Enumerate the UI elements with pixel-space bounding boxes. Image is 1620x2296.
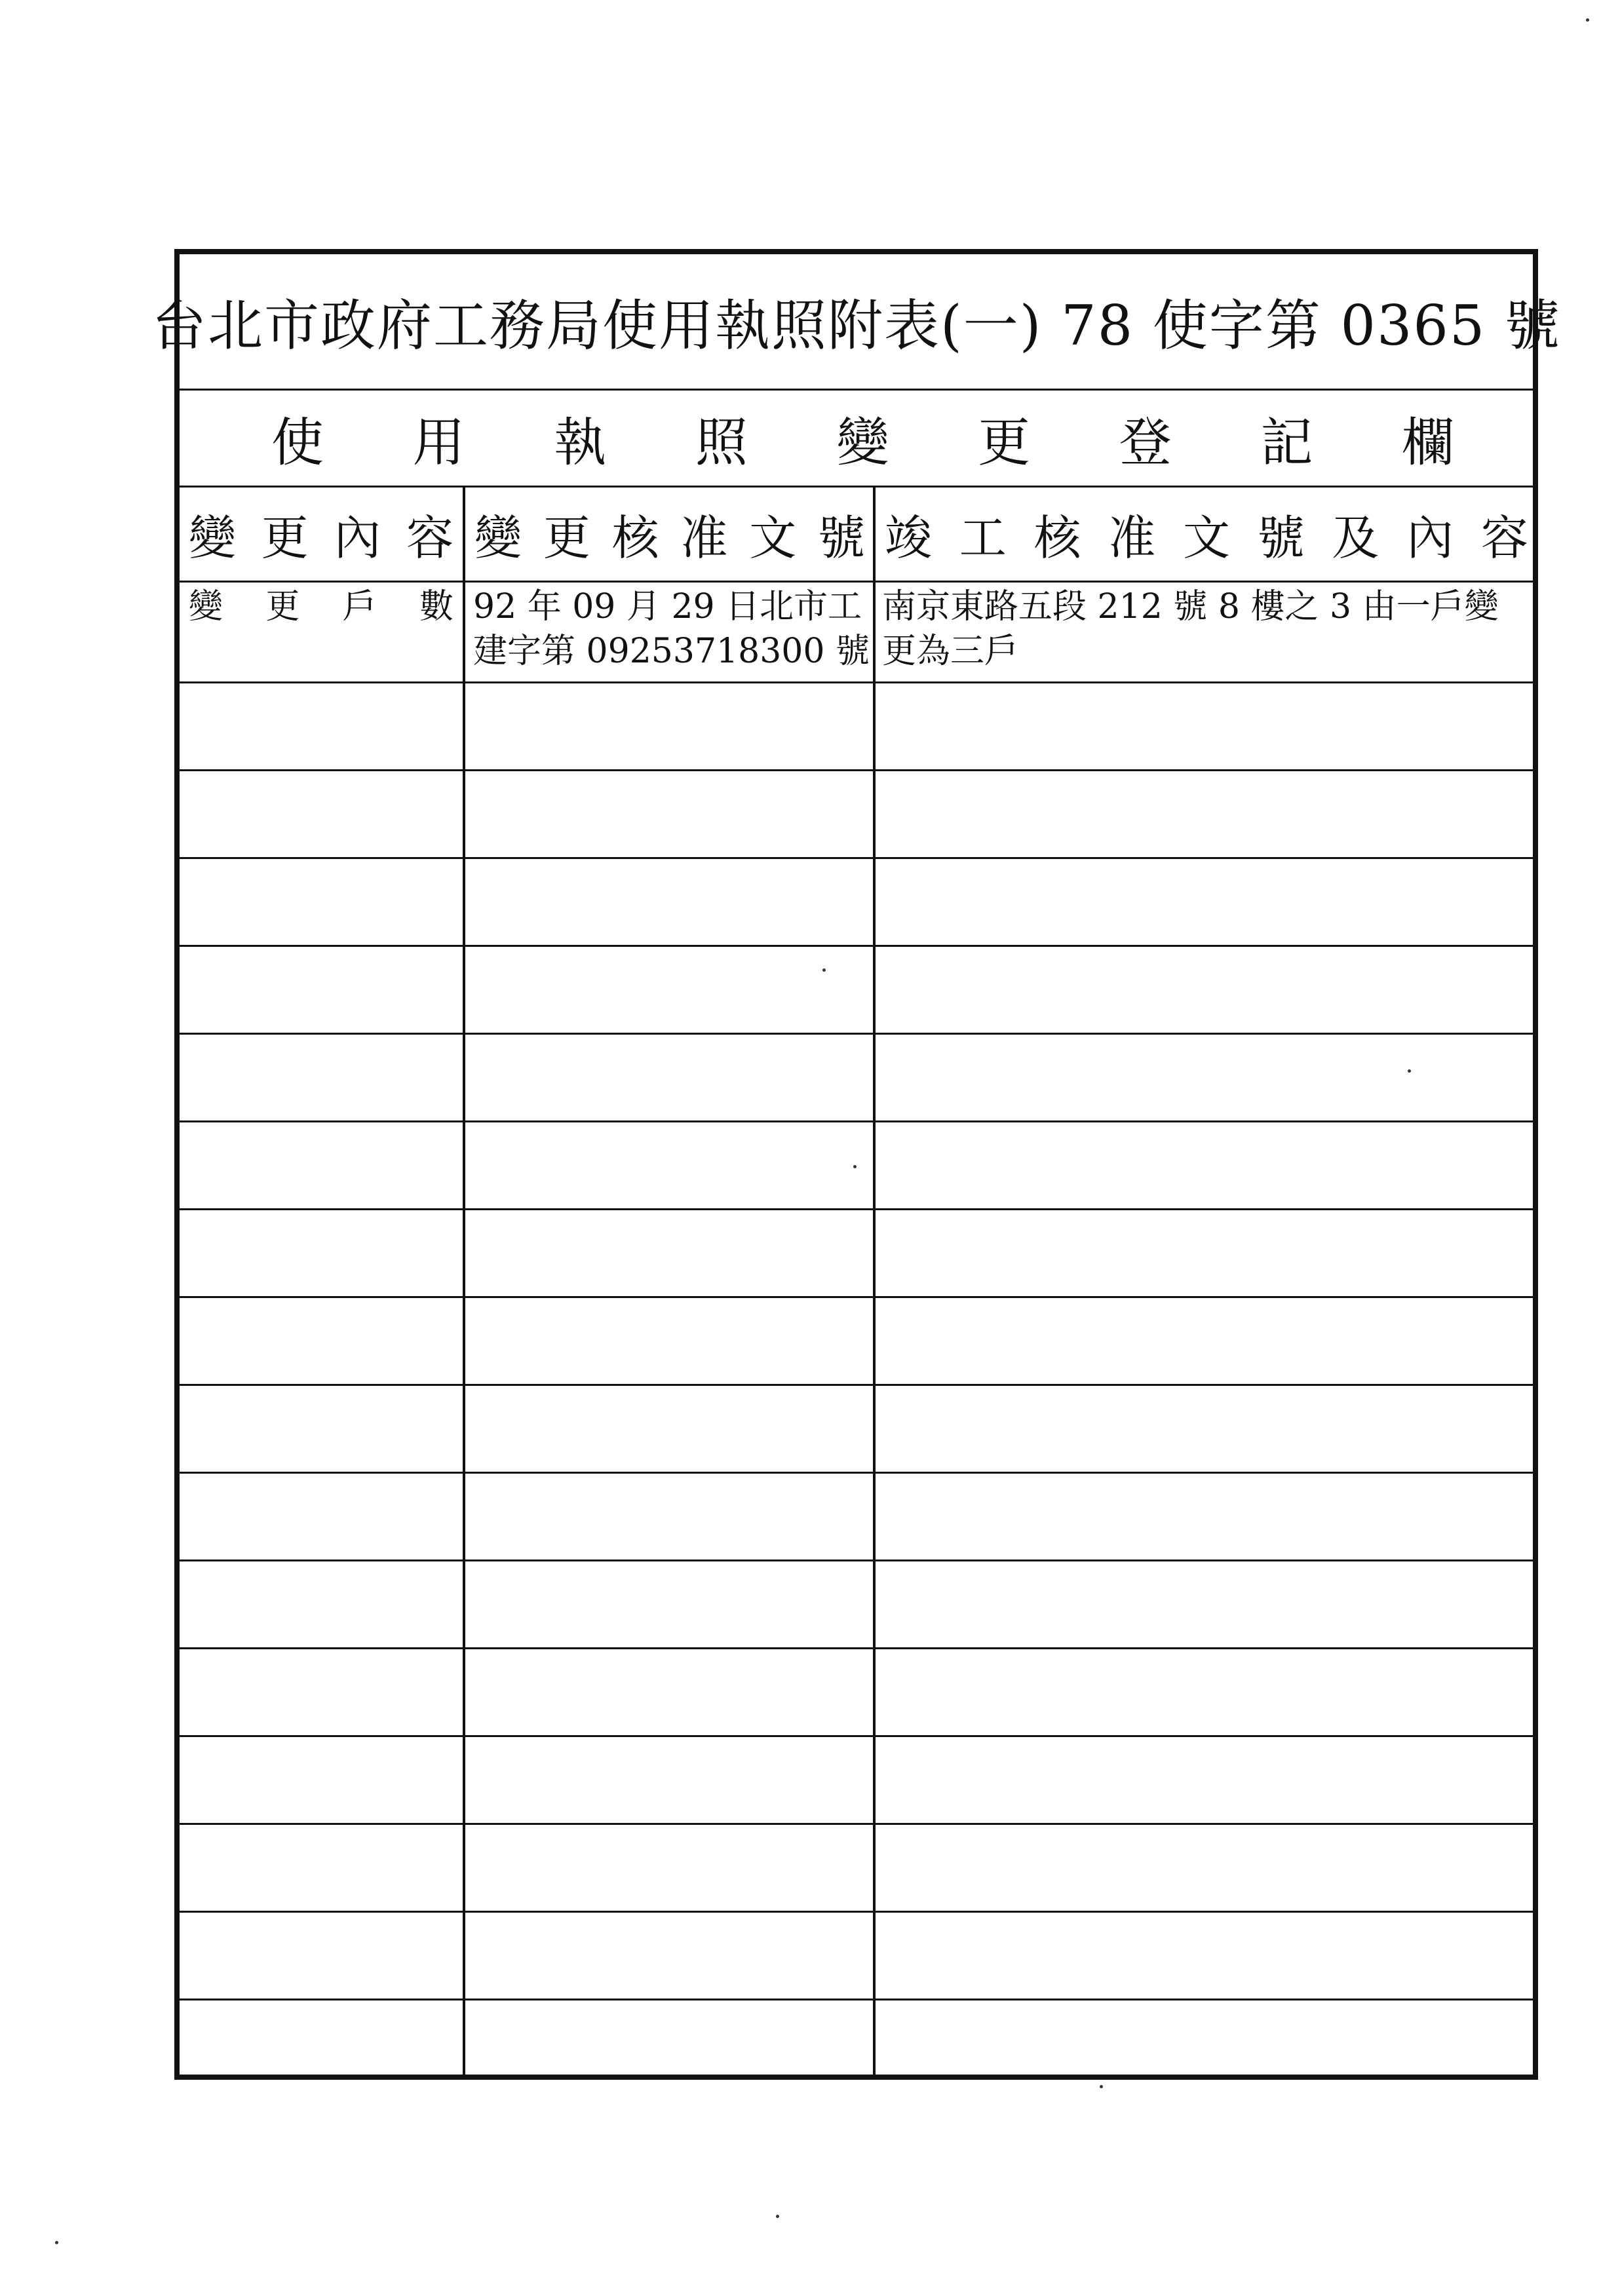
row-divider (180, 1999, 1533, 2000)
header-char: 內 (334, 510, 381, 565)
usage-permit-change-form (151, 249, 1562, 2080)
entry-approval-line: 92 年 09 月 29 日北市工 (473, 587, 862, 626)
header-approval-number (472, 488, 868, 581)
column-divider (463, 488, 465, 2075)
entry-char: 戶 (342, 587, 377, 626)
register-heading-char: 照 (695, 412, 748, 473)
row-divider (180, 1735, 1533, 1737)
header-change-content (186, 488, 456, 581)
row-divider (180, 581, 1533, 583)
row-divider (180, 1033, 1533, 1035)
row-divider (180, 1120, 1533, 1122)
scan-speck (822, 968, 826, 972)
scan-speck (1408, 1069, 1411, 1073)
entry-completion-line: 更為三戶 (882, 632, 1019, 671)
row-divider (180, 1208, 1533, 1210)
scan-speck (776, 2215, 779, 2218)
header-char: 變 (474, 510, 522, 565)
entry-approval-number (472, 584, 868, 674)
header-char: 及 (1332, 510, 1379, 565)
row-divider (180, 1296, 1533, 1298)
register-heading (180, 391, 1533, 488)
register-heading-char: 登 (1119, 412, 1172, 473)
entry-char: 數 (419, 587, 453, 626)
header-char: 內 (1406, 510, 1454, 565)
header-char: 更 (543, 510, 590, 565)
record-grid (180, 488, 1533, 2075)
register-heading-char: 使 (271, 412, 324, 473)
row-divider (180, 857, 1533, 859)
header-char: 竣 (885, 510, 933, 565)
row-divider (180, 1472, 1533, 1474)
register-heading-char: 用 (412, 412, 465, 473)
header-char: 更 (261, 510, 309, 565)
header-char: 文 (1182, 510, 1230, 565)
row-divider (180, 1911, 1533, 1913)
entry-completion-details (881, 584, 1531, 674)
entry-char: 更 (265, 587, 300, 626)
header-char: 文 (749, 510, 797, 565)
scan-speck (1100, 2085, 1103, 2088)
column-divider (873, 488, 876, 2075)
header-char: 准 (680, 510, 728, 565)
entry-completion-line: 南京東路五段 212 號 8 樓之 3 由一戶變 (882, 587, 1499, 626)
form-title: 台北市政府工務局使用執照附表(一) 78 使字第 0365 號 (180, 254, 1533, 391)
register-heading-char: 更 (978, 412, 1031, 473)
entry-char: 變 (189, 587, 223, 626)
row-divider (180, 681, 1533, 683)
header-char: 容 (406, 510, 453, 565)
header-char: 核 (1033, 510, 1081, 565)
header-char: 容 (1480, 510, 1528, 565)
register-heading-char: 執 (554, 412, 607, 473)
row-divider (180, 945, 1533, 947)
header-char: 核 (611, 510, 659, 565)
entry-change-content (186, 584, 456, 629)
row-divider (180, 1647, 1533, 1649)
register-heading-char: 變 (836, 412, 889, 473)
register-heading-char: 記 (1260, 412, 1313, 473)
header-char: 號 (1257, 510, 1305, 565)
entry-approval-line: 建字第 09253718300 號 (473, 632, 870, 671)
register-heading-char: 欄 (1402, 412, 1454, 473)
header-char: 工 (959, 510, 1007, 565)
header-completion-details (882, 488, 1531, 581)
header-char: 准 (1108, 510, 1156, 565)
row-divider (180, 1823, 1533, 1825)
scan-speck (1586, 18, 1589, 22)
header-char: 號 (817, 510, 865, 565)
scan-speck (853, 1165, 857, 1168)
row-divider (180, 1384, 1533, 1386)
row-divider (180, 1559, 1533, 1561)
header-char: 變 (189, 510, 237, 565)
row-divider (180, 769, 1533, 771)
scan-speck (55, 2241, 58, 2244)
